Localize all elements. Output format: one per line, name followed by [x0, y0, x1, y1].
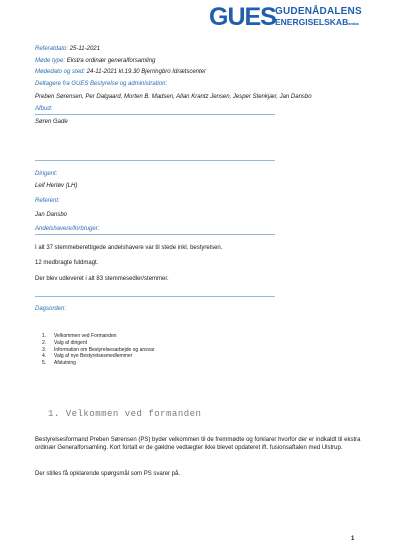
dirigent-label: Dirigent: — [35, 171, 58, 177]
agenda-item-number: 2. — [42, 339, 47, 346]
logo-line2 — [275, 17, 362, 29]
divider — [35, 160, 275, 161]
modedato-line — [35, 68, 206, 76]
andelshavere-line3: Der blev udleveret i alt 83 stemmesedler/stemmer. — [35, 276, 169, 282]
divider — [35, 296, 275, 297]
divider — [35, 234, 275, 235]
afbud-value: Søren Gade — [35, 119, 68, 125]
agenda-item-text: Velkommen ved Formanden — [54, 333, 117, 339]
modedato-label: Mødedato og sted: — [35, 69, 86, 75]
deltagere-label: Deltagere fra GUES Bestyrelse og administration: — [35, 81, 168, 87]
divider — [35, 114, 275, 115]
referatdato-line — [35, 45, 100, 53]
page-number: 1 — [351, 536, 355, 542]
agenda-item — [42, 339, 155, 347]
agenda-item — [42, 333, 155, 340]
modetype-label: Møde type: — [35, 58, 66, 64]
logo-mark: GUES — [209, 3, 276, 31]
andelshavere-label: Andelshavere/forbruger: — [35, 226, 100, 232]
agenda-item-number: 4. — [42, 353, 47, 360]
agenda-title: Dagsorden: — [35, 306, 67, 312]
referent-label: Referent: — [35, 198, 60, 204]
logo-text — [275, 7, 362, 29]
modetype-value: Ekstra ordinær generalforsamling — [66, 58, 156, 64]
agenda-item — [42, 353, 155, 360]
agenda-item-number: 3. — [42, 346, 47, 353]
agenda-item-text: Valg af nye Bestyrelsesmedlemmer — [54, 353, 133, 360]
agenda-item-text: Afslutning — [54, 360, 76, 367]
andelshavere-line1: I alt 37 stemmeberettigede andelshavere var til stede inkl. bestyrelsen. — [35, 245, 223, 251]
logo-line1: GUDENÅDALENS — [275, 6, 362, 17]
agenda-item-text: Information om Bestyrelsesarbejde og ansvar — [54, 346, 155, 353]
referatdato-value: 25-11-2021 — [69, 46, 100, 52]
logo-line2-small: amba — [348, 21, 359, 26]
section-heading-welcome: 1. Velkommen ved formanden — [48, 409, 202, 419]
agenda-list — [42, 333, 155, 367]
agenda-item — [42, 346, 155, 354]
modetype-line — [35, 57, 155, 65]
deltagere-value: Preben Sørensen, Per Dalgaard, Morten B. Madsen, Allan Krantz Jensen, Jesper Stenkjær, Jan Dansbo — [35, 94, 312, 100]
afbud-label: Afbud: — [35, 106, 53, 112]
agenda-item — [42, 360, 155, 367]
section1-paragraph2: Der stilles få opklarende spørgsmål som PS svarer på. — [35, 471, 181, 477]
referatdato-label: Referatdato: — [35, 46, 69, 52]
agenda-item-text: Valg af dirigent — [54, 339, 87, 346]
section1-paragraph1: Bestyrelsesformand Preben Sørensen (PS) byder velkommen til de fremmødte og forklarer hvorfor der er indkaldt til ekstra ordinær Generalforsamling. Kort fortalt er de gældne vedtægter ikke blevet opdateret ift. fusionsaftalen med Ulstrup. — [35, 437, 361, 451]
agenda-item-number: 5. — [42, 360, 47, 367]
referent-value: Jan Dansbo — [35, 212, 68, 218]
modedato-value: 24-11-2021 kl.19.30 Bjerringbro Idrætscenter — [86, 69, 206, 75]
dirigent-value: Leif Herløv (LH) — [35, 183, 78, 189]
agenda-item-number: 1. — [42, 333, 47, 339]
company-logo — [209, 4, 361, 30]
andelshavere-line2: 12 medbragte fuldmagt. — [35, 260, 99, 266]
logo-line2-main: ENERGISELSKAB — [275, 17, 349, 27]
